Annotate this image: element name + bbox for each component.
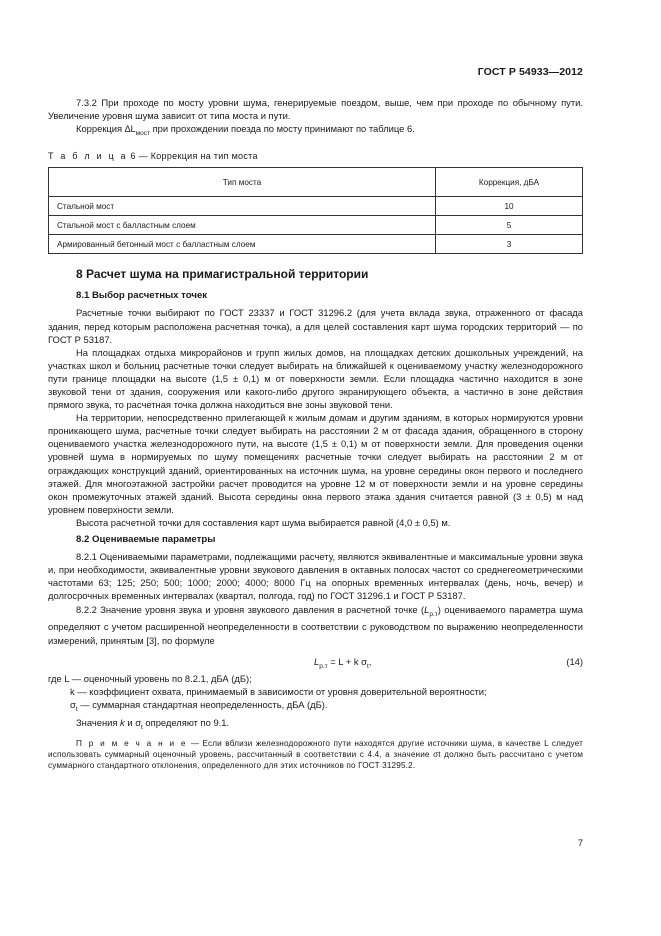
- table-row: [49, 197, 583, 216]
- page-content: [48, 96, 583, 771]
- table-header-row: [49, 168, 583, 197]
- paragraph-8-1-1: Расчетные точки выбирают по ГОСТ 23337 и ГОСТ 31296.2 (для учета вклада звука, отраженного от фасада здания, перед которым расположена расчетная точка), а для целей составления карт шума городских территорий — по ГОСТ Р 53187.: [48, 307, 583, 345]
- table-row: [49, 235, 583, 254]
- paragraph-8-1-4: Высота расчетной точки для составления карт шума выбирается равной (4,0 ± 0,5) м.: [76, 516, 451, 528]
- cell-correction: 3: [436, 235, 583, 254]
- section-8-1-heading: 8.1 Выбор расчетных точек: [76, 290, 208, 302]
- note-paragraph: П р и м е ч а н и е — Если вблизи железнодорожного пути находятся другие источники шума, в качестве L следует использовать суммарный оценочный уровень, рассчитанный в соответствии с 4.4, а значение σt должно быть рассчитано с учетом суммарного стандартного отклонения, определенного для этих источников по ГОСТ 31295.2.: [48, 738, 583, 771]
- standard-code-header: ГОСТ Р 54933—2012: [477, 66, 583, 78]
- page-number: 7: [577, 838, 583, 849]
- table-row: [49, 216, 583, 235]
- formula-expression: $L_{р.т} = L + k$ $\sigma_t$,: [314, 655, 372, 670]
- header-bridge-type: Тип моста: [49, 168, 436, 197]
- table-6: [48, 167, 583, 254]
- correction-symbol: $\Delta L_{мост}$: [124, 123, 150, 138]
- definition-k: k — коэффициент охвата, принимаемый в зависимости от уровня доверительной вероятности;: [70, 685, 487, 697]
- formula-14: [48, 653, 583, 670]
- paragraph-8-1-2: На площадках отдыха микрорайонов и групп жилых домов, на площадках детских дошкольных учреждений, на участках школ и больниц расчетные точки следует выбирать на ближайшей к оцениваемому участку железнодорожного пути границе площадки на высоте (1,5 ± 0,1) м от поверхности земли. Если площадка частично находится в зоне звуковой тени от здания, сооружения или какого-либо другого экранирующего объекта, а частично в зоне действия прямого звука, то расчетная точка должна находиться вне зоны звуковой тени.: [48, 346, 583, 411]
- table-6-title: Т а б л и ц а 6 — Коррекция на тип моста: [48, 151, 258, 162]
- values-paragraph: Значения k и $\sigma_t$ определяют по 9.1.: [76, 716, 230, 731]
- formula-number: (14): [566, 655, 583, 667]
- paragraph-8-1-3: На территории, непосредственно прилегающей к жилым домам и другим зданиям, в которых нормируются уровни проникающего шума, расчетные точки следует выбирать на расстоянии 2 м от фасада здания, обращенного в сторону оцениваемого участка железнодорожного пути, на высоте (1,5 ± 0,1) м от поверхности земли. Для проведения оценки уровней шума в нормируемых по шуму помещениях расчетные точки следует выбирать на расстоянии 2 м от ограждающих конструкций зданий, ориентированных на источник шума, на уровне середины окон первого и последнего этажей. Для многоэтажной застройки расчет проводится на уровне 12 м от поверхности земли и на уровне середины окон промежуточных этажей зданий. Высота середины окна первого этажа здания считается равной (3 ± 0,5) м над уровнем поверхности земли.: [48, 412, 583, 515]
- paragraph-7-3-2: 7.3.2 При проходе по мосту уровни шума, генерируемые поездом, выше, чем при проходе по обычному пути. Увеличение уровня шума зависит от типа моста и пути.: [48, 97, 583, 122]
- cell-correction: 5: [436, 216, 583, 235]
- correction-paragraph: Коррекция $\Delta L_{мост}$ при прохождении поезда по мосту принимают по таблице 6.: [76, 123, 415, 138]
- definition-sigma: $\sigma_t$ — суммарная стандартная неопределенность, дБА (дБ).: [70, 698, 328, 713]
- cell-bridge-type: Стальной мост: [49, 197, 436, 216]
- section-8-heading: 8 Расчет шума на примагистральной территории: [76, 267, 369, 282]
- paragraph-8-2-2: 8.2.2 Значение уровня звука и уровня звукового давления в расчетной точке $(L_{р.т})$ оцениваемого параметра шума определяют с учетом расширенной неопределенности в соответствии с руководством по выражению неопределенности измерений, принятым [3], по формуле: [48, 603, 583, 646]
- section-8-2-heading: 8.2 Оцениваемые параметры: [76, 534, 216, 546]
- header-correction: Коррекция, дБА: [436, 168, 583, 197]
- cell-correction: 10: [436, 197, 583, 216]
- cell-bridge-type: Армированный бетонный мост с балластным слоем: [49, 235, 436, 254]
- paragraph-8-2-1: 8.2.1 Оцениваемыми параметрами, подлежащими расчету, являются эквивалентные и максимальные уровни звука и, при необходимости, эквивалентные уровни звукового давления в октавных полосах частот со среднегеометрическими частотами 63; 125; 250; 500; 1000; 2000; 4000; 8000 Гц на опорных временных интервалах (день, ночь, вечер) и долгосрочных временных интервалах (квартал, полгода, год) по ГОСТ 31296.1 и ГОСТ Р 53187.: [48, 551, 583, 602]
- definition-l: где L — оценочный уровень по 8.2.1, дБА (дБ);: [48, 672, 252, 684]
- cell-bridge-type: Стальной мост с балластным слоем: [49, 216, 436, 235]
